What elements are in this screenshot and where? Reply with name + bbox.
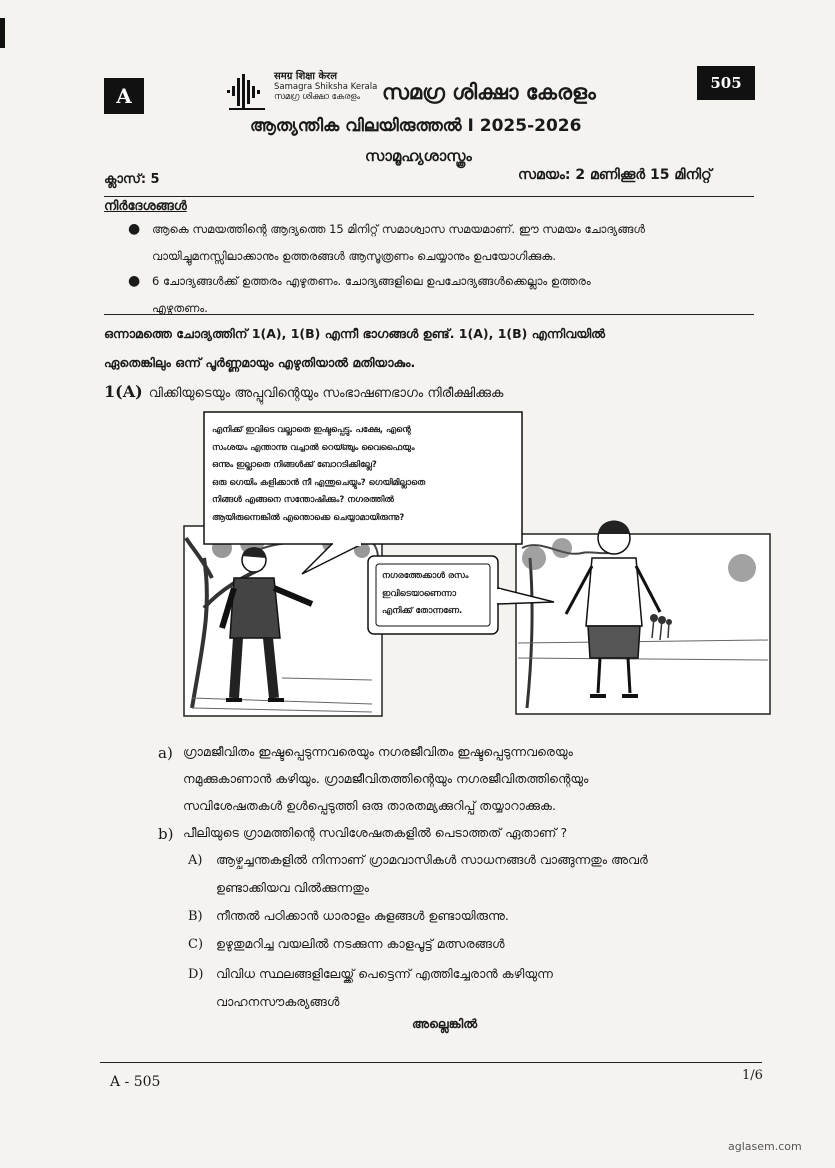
option-text: ആഴ്ചച്ചന്തകളിൽ നിന്നാണ് ഗ്രാമവാസികൾ സാധനങ്ങൾ വാങ്ങുന്നതും അവർ [216, 852, 648, 867]
question-1a [104, 382, 503, 401]
instruction-2-line-1: 6 ചോദ്യങ്ങൾക്ക് ഉത്തരം എഴുതണം. ചോദ്യങ്ങളിലെ ഉപചോദ്യങ്ങൾക്കെല്ലാം ഉത്തരം [152, 274, 591, 288]
bubble-2-line: ഇവിടെയാണെന്നാ [382, 588, 457, 599]
exam-title: ആത്യന്തിക വിലയിരുത്തൽ I 2025-2026 [250, 116, 582, 136]
paper-code-badge: 505 [697, 66, 755, 100]
option-b [188, 902, 509, 930]
intro-line-2: ഏതെങ്കിലും ഒന്ന് പൂർണ്ണമായും എഴുതിയാൽ മതിയാകും. [104, 355, 416, 370]
question-1a-text: വിക്കിയുടെയും അപ്പുവിന്റെയും സംഭാഷണഭാഗം നിരീക്ഷിക്കുക [148, 386, 504, 401]
option-text: വിവിധ സ്ഥലങ്ങളിലേയ്ക്ക് പെട്ടെന്ന് എത്തിച്ചേരാൻ കഴിയുന്ന [216, 966, 553, 981]
organization-name: സമഗ്ര ശിക്ഷാ കേരളം [382, 80, 596, 104]
option-text: ഉഴുതുമറിച്ച വയലിൽ നടക്കുന്ന കാളപൂട്ട് മത്സരങ്ങൾ [216, 936, 505, 951]
option-text-cont: വാഹനസൗകര്യങ്ങൾ [216, 994, 340, 1009]
option-letter: D) [188, 967, 204, 982]
option-a [188, 846, 648, 901]
bubble-1-line: ആയിരുന്നെങ്കിൽ എന്തൊക്കെ ചെയ്യാമായിരുന്നു? [212, 512, 405, 523]
sub-a-line: സവിശേഷതകൾ ഉൾപ്പെടുത്തി ഒരു താരതമ്യക്കുറിപ്പ് തയ്യാറാക്കുക. [183, 798, 556, 813]
option-d [188, 960, 553, 1015]
logo-text [274, 72, 377, 102]
intro-line-1: ഒന്നാമത്തെ ചോദ്യത്തിന് 1(A), 1(B) എന്നീ ഭാഗങ്ങൾ ഉണ്ട്. 1(A), 1(B) എന്നിവയിൽ [104, 326, 606, 341]
question-intro [104, 319, 754, 377]
scan-edge-mark [0, 18, 5, 48]
sub-question-a-label: a) [158, 744, 173, 762]
instruction-1-line-2: വായിച്ചുമനസ്സിലാക്കാനും ഉത്തരങ്ങൾ ആസൂത്രണം ചെയ്യാനും ഉപയോഗിക്കുക. [152, 249, 557, 263]
set-label-badge: A [104, 78, 144, 114]
logo-line-english: Samagra Shiksha Kerala [274, 82, 378, 92]
bubble-2-line: നഗരത്തേക്കാൾ രസം [382, 571, 469, 581]
sub-question-b-text: പീലിയുടെ ഗ്രാമത്തിന്റെ സവിശേഷതകളിൽ പെടാത്തത് ഏതാണ് ? [183, 825, 568, 840]
time-label: സമയം: 2 മണിക്കൂർ 15 മിനിറ്റ് [518, 167, 712, 183]
option-text: നീന്തൽ പഠിക്കാൻ ധാരാളം കുളങ്ങൾ ഉണ്ടായിരുന്നു. [216, 908, 509, 923]
instructions-title: നിർദേശങ്ങൾ [104, 199, 187, 214]
logo-line-malayalam: സമഗ്ര ശിക്ഷാ കേരളം [274, 92, 361, 102]
option-letter: A) [188, 853, 203, 868]
sub-a-line: ഗ്രാമജീവിതം ഇഷ്ടപ്പെടുന്നവരെയും നഗരജീവിതം ഇഷ്ടപ്പെടുന്നവരെയും [183, 744, 573, 759]
footer-divider [100, 1062, 762, 1063]
header-divider [104, 196, 754, 197]
bubble-1-line: എനിക്ക് ഇവിടെ വല്ലാതെ ഇഷ്ടപ്പെട്ടു. പക്ഷേ, എന്റെ [212, 425, 411, 435]
or-label: അല്ലെങ്കിൽ [412, 1016, 478, 1031]
speech-bubble-appu [382, 568, 468, 621]
bubble-1-line: സംശയം എന്താന്നു വച്ചാൽ റെയ്ഞ്ചും വൈഫൈയും [212, 442, 415, 453]
samagra-shiksha-logo-icon [225, 70, 269, 114]
logo-line-hindi: समग्र शिक्षा केरल [274, 71, 338, 82]
sub-question-b-label: b) [158, 825, 174, 843]
footer-paper-code: A - 505 [110, 1074, 161, 1090]
option-text-cont: ഉണ്ടാക്കിയവ വിൽക്കുന്നതും [216, 880, 369, 895]
bubble-2-line: എനിക്ക് തോന്നണേ. [382, 606, 463, 616]
instructions-divider [104, 314, 754, 315]
bubble-1-line: ഒന്നും ഇല്ലാതെ നിങ്ങൾക്ക് ബോറടിക്കില്ലേ? [212, 460, 377, 470]
footer-page-number: 1/6 [742, 1068, 763, 1083]
option-letter: C) [188, 937, 204, 952]
bullet-icon: ● [128, 221, 141, 237]
speech-bubble-vicky [212, 422, 425, 527]
instruction-2-line-2: എഴുതണം. [152, 301, 208, 315]
conversation-illustration [182, 408, 772, 738]
option-c [188, 930, 505, 958]
instruction-1-line-1: ആകെ സമയത്തിന്റെ ആദ്യത്തെ 15 മിനിറ്റ് സമാശ്വാസ സമയമാണ്. ഈ സമയം ചോദ്യങ്ങൾ [152, 222, 645, 236]
instruction-item-1 [128, 216, 752, 270]
subject-title: സാമൂഹ്യശാസ്ത്രം [365, 147, 472, 165]
option-letter: B) [188, 909, 203, 924]
bubble-1-line: ഒരു ഗെയിം കളിക്കാൻ നീ എന്തുചെയ്യും? ഗെയിമില്ലാതെ [212, 477, 426, 488]
sub-question-a-text [183, 738, 743, 819]
class-label: ക്ലാസ്: 5 [104, 172, 160, 187]
watermark: aglasem.com [728, 1140, 802, 1153]
bubble-1-line: നിങ്ങൾ എങ്ങനെ സന്തോഷിക്കും? നഗരത്തിൽ [212, 495, 394, 505]
sub-a-line: നമുക്കുകാണാൻ കഴിയും. ഗ്രാമജീവിതത്തിന്റെയും നഗരജീവിതത്തിന്റെയും [183, 771, 589, 786]
question-1a-number: 1(A) [104, 382, 143, 401]
bullet-icon: ● [128, 273, 141, 289]
